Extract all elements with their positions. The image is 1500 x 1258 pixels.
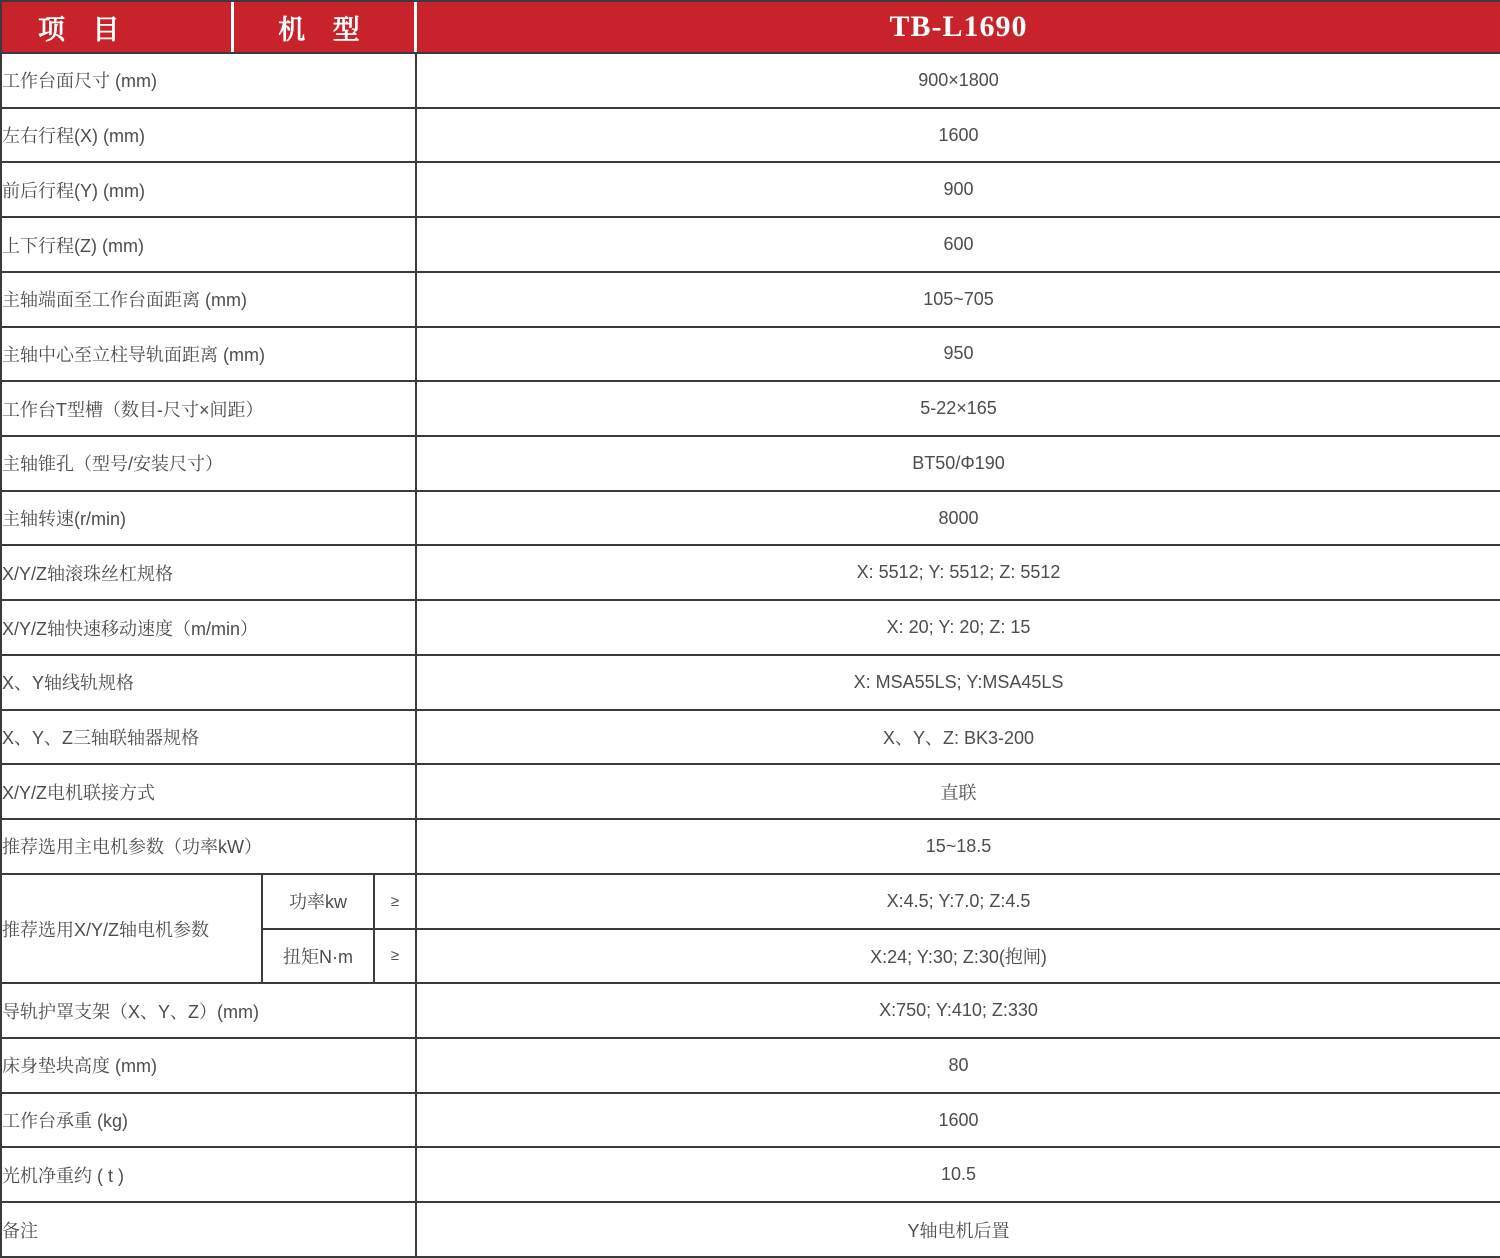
motor-param-value: X:24; Y:30; Z:30(抱闸)	[416, 929, 1500, 984]
spec-label: 主轴转速(r/min)	[1, 491, 416, 546]
table-row	[1, 600, 1500, 655]
table-row	[1, 1202, 1500, 1257]
spec-value: 5-22×165	[416, 381, 1500, 436]
spec-label: 前后行程(Y) (mm)	[1, 162, 416, 217]
spec-value: 15~18.5	[416, 819, 1500, 874]
table-row	[1, 983, 1500, 1038]
spec-value: Y轴电机后置	[416, 1202, 1500, 1257]
spec-value: X: MSA55LS; Y:MSA45LS	[416, 655, 1500, 710]
spec-value: 900	[416, 162, 1500, 217]
table-header	[1, 1, 1500, 53]
motor-param-name: 扭矩N·m	[262, 929, 374, 984]
spec-label: 主轴端面至工作台面距离 (mm)	[1, 272, 416, 327]
table-row	[1, 710, 1500, 765]
spec-value: 10.5	[416, 1147, 1500, 1202]
spec-label: 推荐选用主电机参数（功率kW）	[1, 819, 416, 874]
spec-value: 1600	[416, 108, 1500, 163]
header-model-label: 机 型	[234, 2, 417, 52]
table-row	[1, 491, 1500, 546]
spec-label: 左右行程(X) (mm)	[1, 108, 416, 163]
spec-label: 工作台承重 (kg)	[1, 1093, 416, 1148]
spec-label: 主轴锥孔（型号/安装尺寸）	[1, 436, 416, 491]
spec-value: 900×1800	[416, 53, 1500, 108]
spec-label: X/Y/Z轴滚珠丝杠规格	[1, 545, 416, 600]
motor-param-name: 功率kw	[262, 874, 374, 929]
motor-params-label: 推荐选用X/Y/Z轴电机参数	[1, 874, 262, 983]
motor-param-value: X:4.5; Y:7.0; Z:4.5	[416, 874, 1500, 929]
spec-value: 1600	[416, 1093, 1500, 1148]
spec-label: X/Y/Z电机联接方式	[1, 764, 416, 819]
table-row	[1, 819, 1500, 874]
table-row	[1, 272, 1500, 327]
header-model-value: TB-L1690	[889, 10, 1028, 43]
spec-label: 上下行程(Z) (mm)	[1, 217, 416, 272]
table-row	[1, 327, 1500, 382]
spec-label: 备注	[1, 1202, 416, 1257]
table-row	[1, 1093, 1500, 1148]
spec-value: 600	[416, 217, 1500, 272]
spec-value: X: 5512; Y: 5512; Z: 5512	[416, 545, 1500, 600]
table-row	[1, 162, 1500, 217]
header-row	[1, 1, 1500, 53]
spec-label: 工作台面尺寸 (mm)	[1, 53, 416, 108]
spec-label: X、Y、Z三轴联轴器规格	[1, 710, 416, 765]
table-row	[1, 381, 1500, 436]
table-row	[1, 108, 1500, 163]
spec-value: X、Y、Z: BK3-200	[416, 710, 1500, 765]
spec-label: 主轴中心至立柱导轨面距离 (mm)	[1, 327, 416, 382]
spec-label: X、Y轴线轨规格	[1, 655, 416, 710]
spec-label: 导轨护罩支架（X、Y、Z）(mm)	[1, 983, 416, 1038]
spec-value: 950	[416, 327, 1500, 382]
table-row	[1, 545, 1500, 600]
table-row	[1, 436, 1500, 491]
spec-label: 光机净重约 ( t )	[1, 1147, 416, 1202]
header-bar	[2, 2, 1500, 52]
table-row	[1, 1147, 1500, 1202]
table-row	[1, 655, 1500, 710]
gte-symbol: ≥	[374, 874, 416, 929]
spec-value: X:750; Y:410; Z:330	[416, 983, 1500, 1038]
header-item-label: 项 目	[2, 2, 234, 52]
spec-label: 工作台T型槽（数目-尺寸×间距）	[1, 381, 416, 436]
spec-value: 8000	[416, 491, 1500, 546]
spec-value: 直联	[416, 764, 1500, 819]
spec-label: X/Y/Z轴快速移动速度（m/min）	[1, 600, 416, 655]
table-row	[1, 217, 1500, 272]
spec-label: 床身垫块高度 (mm)	[1, 1038, 416, 1093]
table-row	[1, 1038, 1500, 1093]
table-row	[1, 53, 1500, 108]
spec-value: 105~705	[416, 272, 1500, 327]
spec-value: BT50/Φ190	[416, 436, 1500, 491]
gte-symbol: ≥	[374, 929, 416, 984]
table-row-motor-power	[1, 874, 1500, 929]
table-row	[1, 764, 1500, 819]
spec-value: X: 20; Y: 20; Z: 15	[416, 600, 1500, 655]
spec-value: 80	[416, 1038, 1500, 1093]
